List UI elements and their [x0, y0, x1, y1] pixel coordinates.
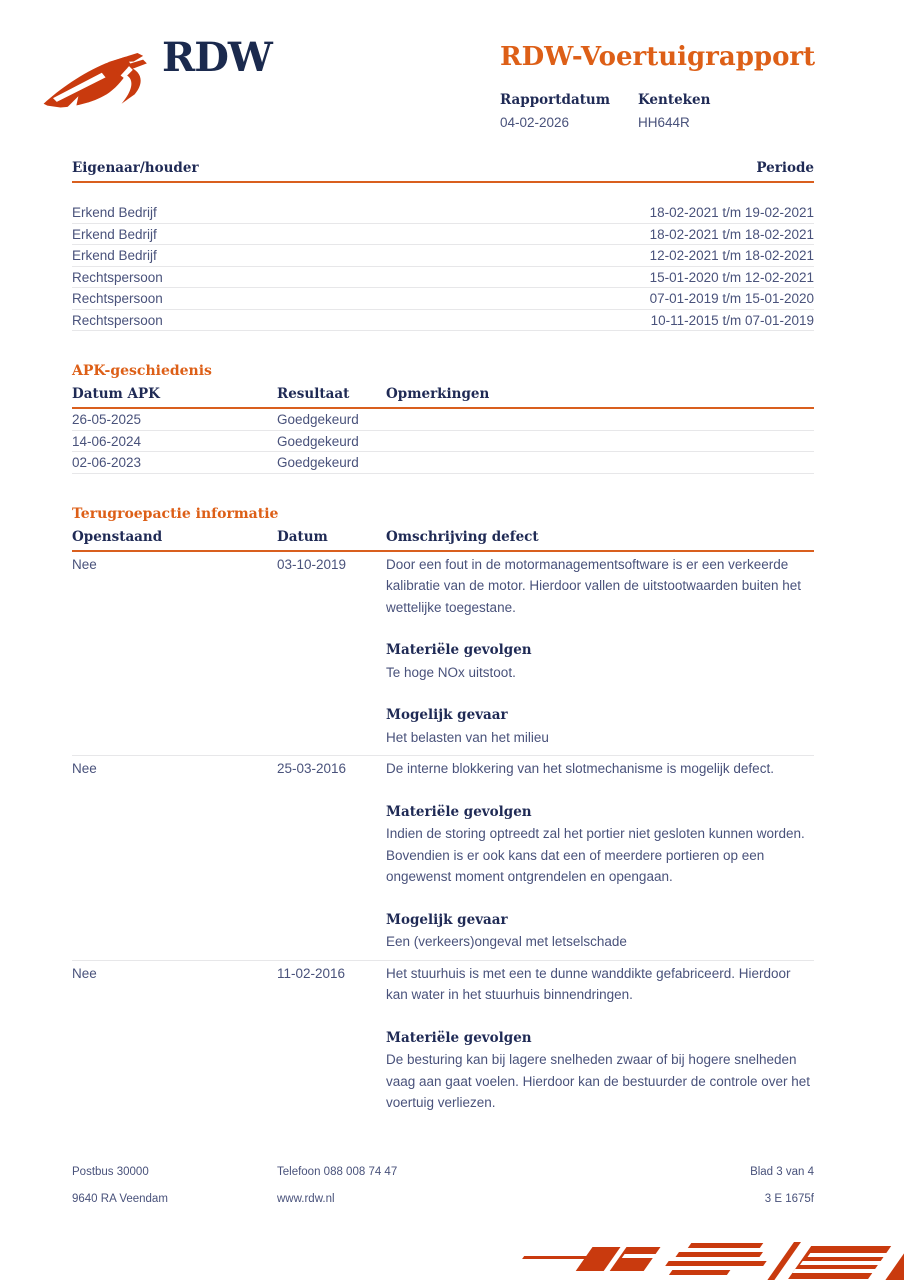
owner-name: Erkend Bedrijf — [72, 248, 157, 263]
footer-line-2 — [72, 1193, 814, 1205]
footer-line-1 — [72, 1166, 814, 1178]
report-header — [72, 0, 814, 160]
apk-remarks — [386, 431, 814, 453]
owner-name: Erkend Bedrijf — [72, 226, 157, 242]
owner-period: 10-11-2015 t/m 07-01-2019 — [650, 312, 814, 328]
recall-description: Het stuurhuis is met een te dunne wanddikte gefabriceerd. Hierdoor kan water in het stuurhuis binnendringen. — [386, 965, 791, 1002]
owner-table-header — [72, 160, 814, 183]
owner-period: 07-01-2019 t/m 15-01-2020 — [649, 291, 814, 306]
owner-period: 15-01-2020 t/m 12-02-2021 — [649, 269, 814, 285]
apk-table-row — [72, 431, 814, 453]
owner-table-body — [72, 202, 814, 331]
apk-date-column-header: Datum APK — [72, 386, 160, 402]
recall-detail-cell — [386, 963, 814, 1114]
footer-phone: Telefoon 088 008 74 47 — [277, 1166, 398, 1178]
apk-table-header — [72, 386, 814, 409]
recall-open: Nee — [72, 965, 97, 981]
apk-result: Goedgekeurd — [277, 433, 359, 449]
recall-table-body — [72, 552, 814, 1121]
possible-danger-label: Mogelijk gevaar — [386, 707, 508, 723]
material-consequences-text: Indien de storing optreedt zal het portier niet gesloten kunnen worden. Bovendien is er ook kans dat een of meerdere portieren op een ongewenst moment ontgrendelen en opengaan. — [386, 826, 805, 884]
apk-section-title: APK-geschiedenis — [72, 363, 212, 379]
apk-date: 14-06-2024 — [72, 433, 142, 449]
recall-table-header — [72, 529, 814, 552]
owner-table-row — [72, 288, 814, 310]
report-date-value: 04-02-2026 — [500, 115, 570, 130]
recall-detail-cell — [386, 554, 814, 749]
period-column-header: Periode — [756, 160, 814, 176]
apk-table-row — [72, 452, 814, 474]
footer-doc-code: 3 E 1675f — [764, 1193, 814, 1205]
apk-date: 26-05-2025 — [72, 412, 142, 427]
recall-date: 25-03-2016 — [277, 761, 347, 776]
title-block — [500, 42, 814, 130]
owner-table-row — [72, 267, 814, 289]
recall-detail-cell — [386, 758, 814, 953]
recall-date: 11-02-2016 — [277, 965, 346, 981]
footer-page-info: Blad 3 van 4 — [750, 1166, 814, 1178]
report-meta — [500, 92, 814, 130]
apk-date: 02-06-2023 — [72, 455, 142, 470]
material-consequences-text: De besturing kan bij lagere snelheden zwaar of bij hogere snelheden vaag aan gaat voelen. Hierdoor kan de bestuurder de controle over het voertuig verliezen. — [386, 1052, 811, 1110]
material-consequences-label: Materiële gevolgen — [386, 803, 532, 820]
recall-table-row — [72, 756, 814, 961]
apk-remarks — [386, 409, 814, 431]
apk-table-row — [72, 409, 814, 431]
possible-danger-text: Een (verkeers)ongeval met letselschade — [386, 934, 627, 949]
material-consequences-text: Te hoge NOx uitstoot. — [386, 664, 516, 680]
report-date-label: Rapportdatum — [500, 92, 611, 108]
feather-icon — [38, 106, 160, 121]
owner-table-row — [72, 245, 814, 267]
footer-address-line2: 9640 RA Veendam — [72, 1193, 168, 1205]
recall-description: De interne blokkering van het slotmechanisme is mogelijk defect. — [386, 761, 774, 776]
apk-remarks-column-header: Opmerkingen — [386, 386, 490, 402]
footer-website: www.rdw.nl — [277, 1193, 335, 1205]
owner-period: 18-02-2021 t/m 18-02-2021 — [649, 226, 814, 242]
recall-section-title: Terugroepactie informatie — [72, 505, 279, 522]
apk-section — [72, 363, 814, 474]
recall-open: Nee — [72, 761, 97, 776]
license-plate-label: Kenteken — [638, 92, 711, 108]
owner-table-row — [72, 224, 814, 246]
material-consequences-label: Materiële gevolgen — [386, 642, 532, 658]
possible-danger-label: Mogelijk gevaar — [386, 911, 508, 928]
recall-date-column-header: Datum — [277, 528, 328, 545]
material-consequences-label: Materiële gevolgen — [386, 1029, 532, 1046]
apk-result: Goedgekeurd — [277, 455, 359, 470]
recall-description: Door een fout in de motormanagementsoftware is er een verkeerde kalibratie van de motor. Hierdoor vallen de uitstootwaarden buiten het wettelijke toegestane. — [386, 556, 801, 615]
footer-address-line1: Postbus 30000 — [72, 1166, 149, 1178]
owner-period: 18-02-2021 t/m 19-02-2021 — [649, 205, 814, 220]
owner-column-header: Eigenaar/houder — [72, 160, 199, 176]
license-plate-block — [638, 92, 776, 130]
recall-description-column-header: Omschrijving defect — [386, 528, 539, 545]
owner-table-row — [72, 310, 814, 332]
owner-name: Rechtspersoon — [72, 312, 163, 328]
recall-table-row — [72, 961, 814, 1121]
recall-table-row — [72, 552, 814, 757]
page-title: RDW-Voertuigrapport — [500, 42, 816, 72]
owner-period: 12-02-2021 t/m 18-02-2021 — [649, 248, 814, 263]
speed-stripes-graphic — [520, 1242, 904, 1280]
possible-danger-text: Het belasten van het milieu — [386, 729, 549, 745]
apk-result-column-header: Resultaat — [277, 386, 350, 402]
recall-open: Nee — [72, 556, 97, 572]
apk-table-body — [72, 409, 814, 474]
license-plate-value: HH644R — [638, 115, 690, 130]
owner-section — [72, 160, 814, 331]
apk-result: Goedgekeurd — [277, 412, 359, 427]
owner-name: Rechtspersoon — [72, 269, 163, 285]
owner-table-row — [72, 202, 814, 224]
owner-name: Rechtspersoon — [72, 291, 163, 306]
page-footer — [72, 1166, 814, 1220]
rdw-logo — [38, 50, 160, 121]
recall-open-column-header: Openstaand — [72, 528, 163, 545]
recall-section — [72, 506, 814, 1121]
recall-date: 03-10-2019 — [277, 556, 347, 572]
apk-remarks — [386, 452, 814, 474]
logo-wordmark: RDW — [162, 34, 272, 81]
owner-name: Erkend Bedrijf — [72, 205, 157, 220]
report-date-block — [500, 92, 638, 130]
